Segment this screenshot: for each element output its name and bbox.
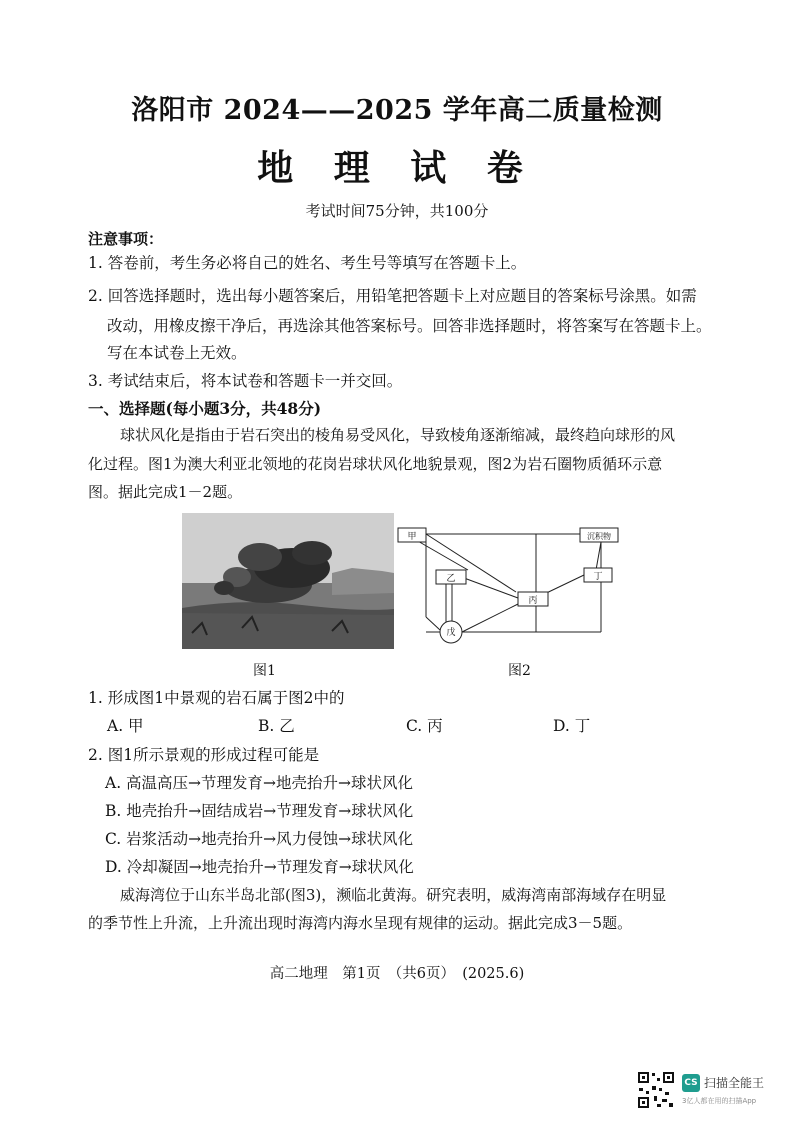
q2-option-d: D. 冷却凝固→地壳抬升→节理发育→球状风化 [105,858,414,876]
scanner-tagline: 3亿人都在用的扫描App [682,1097,757,1105]
rock-cycle-diagram [396,522,620,652]
notice-item: 改动，用橡皮擦干净后，再选涂其他答案标号。回答非选择题时，将答案写在答题卡上。 [107,317,712,335]
node-label: 沉积物 [587,532,611,541]
intro2-line: 威海湾位于山东半岛北部(图3)，濒临北黄海。研究表明，威海湾南部海域存在明显 [120,886,667,904]
camscanner-logo: CS [682,1074,700,1092]
figure2-label: 图2 [508,663,531,679]
node-label: 戊 [446,628,456,638]
intro-line: 球状风化是指由于岩石突出的棱角易受风化，导致棱角逐渐缩减，最终趋向球形的风 [120,426,676,444]
granite-landscape-image [182,513,394,649]
q1-option-a: A. 甲 [107,717,144,735]
q1-option-d: D. 丁 [553,717,591,735]
q2-option-c: C. 岩浆活动→地壳抬升→风力侵蚀→球状风化 [105,830,414,848]
qr-code-icon [636,1070,676,1110]
section-heading: 一、选择题(每小题3分，共48分) [88,399,322,418]
exam-title: 洛阳市 2024——2025 学年高二质量检测 [131,95,663,126]
q2-option-a: A. 高温高压→节理发育→地壳抬升→球状风化 [105,774,414,792]
notice-title: 注意事项： [88,230,164,248]
question-2-stem: 2. 图1所示景观的形成过程可能是 [88,746,320,764]
notice-item: 2. 回答选择题时，选出每小题答案后，用铅笔把答题卡上对应题目的答案标号涂黑。如需 [88,287,697,305]
scanner-app-name: 扫描全能王 [704,1076,765,1090]
q2-option-b: B. 地壳抬升→固结成岩→节理发育→球状风化 [105,802,414,820]
q1-option-c: C. 丙 [406,717,443,735]
figure1-label: 图1 [253,663,276,679]
node-label: 甲 [407,532,417,542]
node-label: 乙 [446,574,456,584]
granite-photo [182,513,394,649]
q1-option-b: B. 乙 [258,717,295,735]
page-footer: 高二地理 第1页 （共6页） (2025.6) [269,966,525,982]
notice-item: 3. 考试结束后，将本试卷和答题卡一并交回。 [88,372,403,390]
question-1-stem: 1. 形成图1中景观的岩石属于图2中的 [88,689,345,707]
node-label: 丁 [593,572,603,582]
scanner-watermark [636,1070,776,1110]
intro-line: 图。据此完成1－2题。 [88,483,243,501]
intro-line: 化过程。图1为澳大利亚北领地的花岗岩球状风化地貌景观，图2为岩石圈物质循环示意 [88,455,663,473]
notice-item: 写在本试卷上无效。 [107,344,247,362]
subject-title: 地 理 试 卷 [257,147,537,189]
notice-item: 1. 答卷前，考生务必将自己的姓名、考生号等填写在答题卡上。 [88,254,527,272]
intro2-line: 的季节性上升流，上升流出现时海湾内海水呈现有规律的运动。据此完成3－5题。 [88,914,633,932]
exam-info: 考试时间75分钟，共100分 [305,202,489,220]
node-label: 丙 [528,596,538,606]
